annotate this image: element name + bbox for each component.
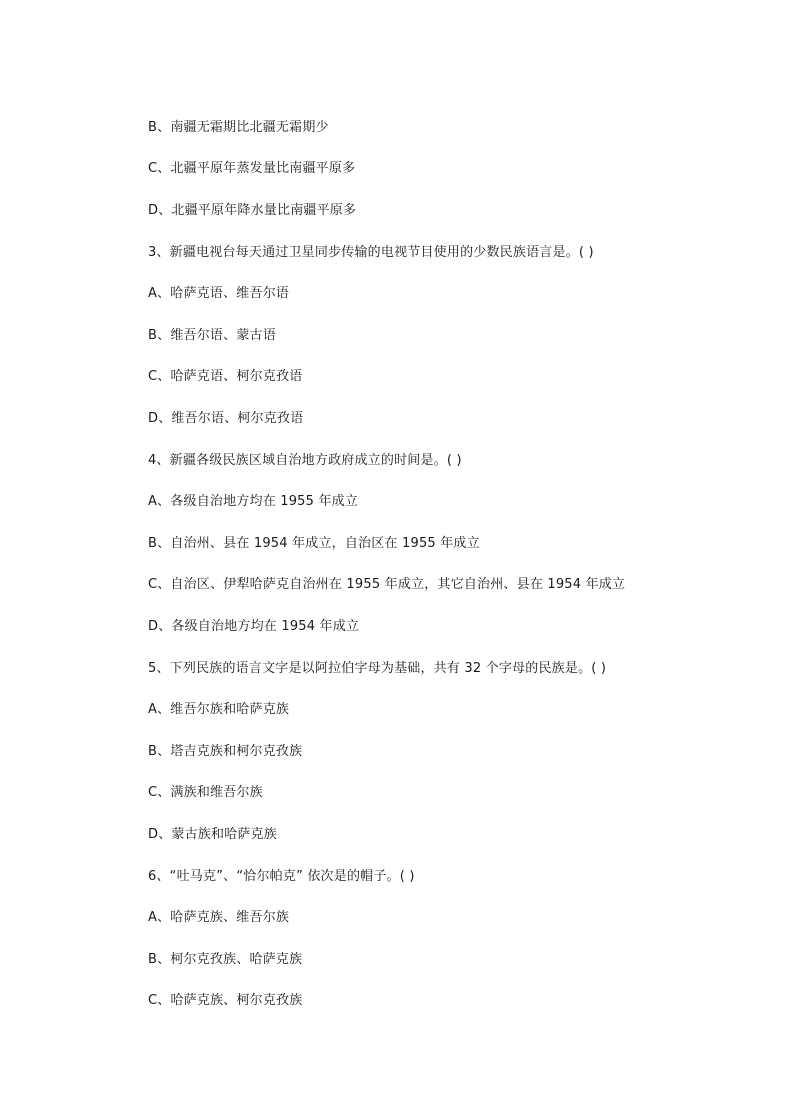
option-c-q2: C、北疆平原年蒸发量比南疆平原多: [148, 161, 356, 176]
option-b-q3: B、维吾尔语、蒙古语: [148, 328, 276, 343]
option-d-q2: D、北疆平原年降水量比南疆平原多: [148, 203, 357, 218]
option-d-q5: D、蒙古族和哈萨克族: [148, 827, 278, 842]
question-6: 6、“吐马克”、“恰尔帕克” 依次是的帽子。( ): [148, 869, 415, 884]
option-b-q6: B、柯尔克孜族、哈萨克族: [148, 952, 303, 967]
option-b-q4: B、自治州、县在 1954 年成立，自治区在 1955 年成立: [148, 536, 480, 551]
option-a-q4: A、各级自治地方均在 1955 年成立: [148, 494, 359, 509]
option-c-q6: C、哈萨克族、柯尔克孜族: [148, 993, 303, 1008]
option-d-q4: D、各级自治地方均在 1954 年成立: [148, 619, 360, 634]
option-a-q5: A、维吾尔族和哈萨克族: [148, 702, 290, 717]
question-3: 3、新疆电视台每天通过卫星同步传输的电视节目使用的少数民族语言是。( ): [148, 245, 594, 260]
option-b-q2: B、南疆无霜期比北疆无霜期少: [148, 120, 329, 135]
option-a-q6: A、哈萨克族、维吾尔族: [148, 910, 290, 925]
option-d-q3: D、维吾尔语、柯尔克孜语: [148, 411, 304, 426]
option-c-q5: C、满族和维吾尔族: [148, 785, 263, 800]
question-5: 5、下列民族的语言文字是以阿拉伯字母为基础，共有 32 个字母的民族是。( ): [148, 661, 607, 676]
option-b-q5: B、塔吉克族和柯尔克孜族: [148, 744, 303, 759]
option-c-q4: C、自治区、伊犁哈萨克自治州在 1955 年成立，其它自治州、县在 1954 年成立: [148, 577, 626, 592]
option-a-q3: A、哈萨克语、维吾尔语: [148, 286, 290, 301]
question-4: 4、新疆各级民族区域自治地方政府成立的时间是。( ): [148, 453, 462, 468]
option-c-q3: C、哈萨克语、柯尔克孜语: [148, 369, 303, 384]
